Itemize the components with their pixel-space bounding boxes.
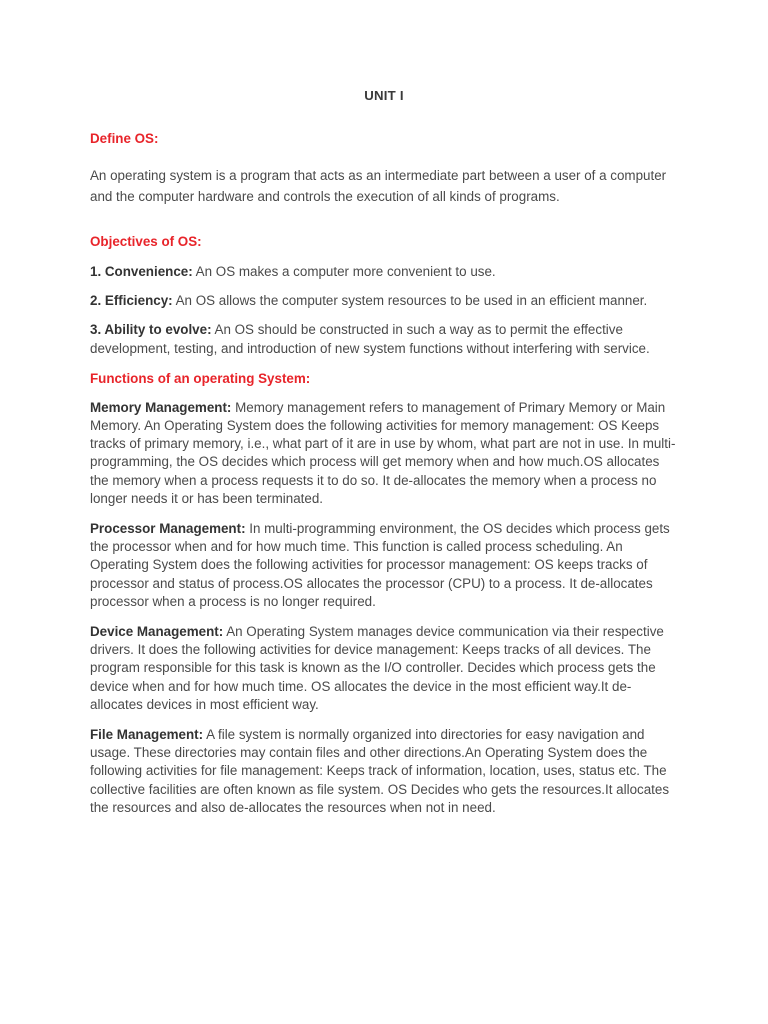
spacer	[90, 358, 678, 370]
heading-objectives-of-os: Objectives of OS:	[90, 234, 202, 249]
document-content	[90, 88, 678, 817]
heading-define-os: Define OS:	[90, 131, 159, 146]
spacer	[90, 611, 678, 623]
function-item	[90, 399, 678, 508]
objective-item	[90, 263, 678, 281]
spacer	[90, 387, 678, 399]
function-item	[90, 623, 678, 714]
function-label: Device Management:	[90, 624, 224, 640]
function-item	[90, 726, 678, 817]
function-label: Memory Management:	[90, 399, 232, 415]
function-text: In multi-programming environment, the OS decides which process gets the processor when and for how much time. This function is called process scheduling. An Operating System does the following activities for processor management: OS keeps tracks of processor and status of process.OS allocates the processor (CPU) to a process. It de-allocates processor when a process is no longer required.	[90, 521, 670, 609]
function-item	[90, 520, 678, 611]
function-label: Processor Management:	[90, 521, 246, 537]
objective-text: An OS should be constructed in such a way as to permit the effective development, testing, and introduction of new system functions without interfering with service.	[90, 322, 650, 356]
objective-label: 2. Efficiency:	[90, 293, 173, 309]
spacer	[90, 310, 678, 321]
objective-text: An OS allows the computer system resources to be used in an efficient manner.	[172, 293, 648, 309]
objective-item	[90, 321, 678, 357]
objective-item	[90, 292, 678, 310]
objective-label: 1. Convenience:	[90, 264, 193, 279]
spacer	[90, 207, 678, 233]
function-text: A file system is normally organized into directories for easy navigation and usage. These directories may contain files and other directions.An Operating System does the following activities for file management: Keeps track of information, location, uses, status etc. The collective facilities are often known as file system. OS Decides who gets the resources.It allocates the resources and also de-allocates the resources when not in need.	[90, 727, 670, 815]
spacer	[90, 281, 678, 292]
spacer	[90, 508, 678, 520]
objective-label: 3. Ability to evolve:	[90, 322, 212, 338]
objective-text: An OS makes a computer more convenient to use.	[192, 264, 496, 279]
heading-functions-of-an-operating-system: Functions of an operating System:	[90, 370, 311, 386]
paragraph-define-os: An operating system is a program that acts as an intermediate part between a user of a computer and the computer hardware and controls the execution of all kinds of programs.	[90, 168, 667, 204]
spacer	[90, 250, 678, 263]
spacer	[90, 714, 678, 726]
function-text: Memory management refers to management of Primary Memory or Main Memory. An Operating System does the following activities for memory management: OS Keeps tracks of primary memory, i.e., what part of it are in use by whom, what part are not in use. In multi-programming, the OS decides which process will get memory when and how much.OS allocates the memory when a process requests it to do so. It de-allocates the memory when a process no longer needs it or has been terminated.	[90, 399, 676, 506]
function-text: An Operating System manages device communication via their respective drivers. It does the following activities for device management: Keeps tracks of all devices. The program responsible for this task is known as the I/O controller. Decides which process gets the device when and for how much time. OS allocates the device in the most efficient way.It de-allocates devices in most efficient way.	[90, 624, 664, 712]
spacer	[90, 147, 678, 165]
page-title: UNIT I	[364, 88, 404, 103]
function-label: File Management:	[90, 727, 204, 743]
